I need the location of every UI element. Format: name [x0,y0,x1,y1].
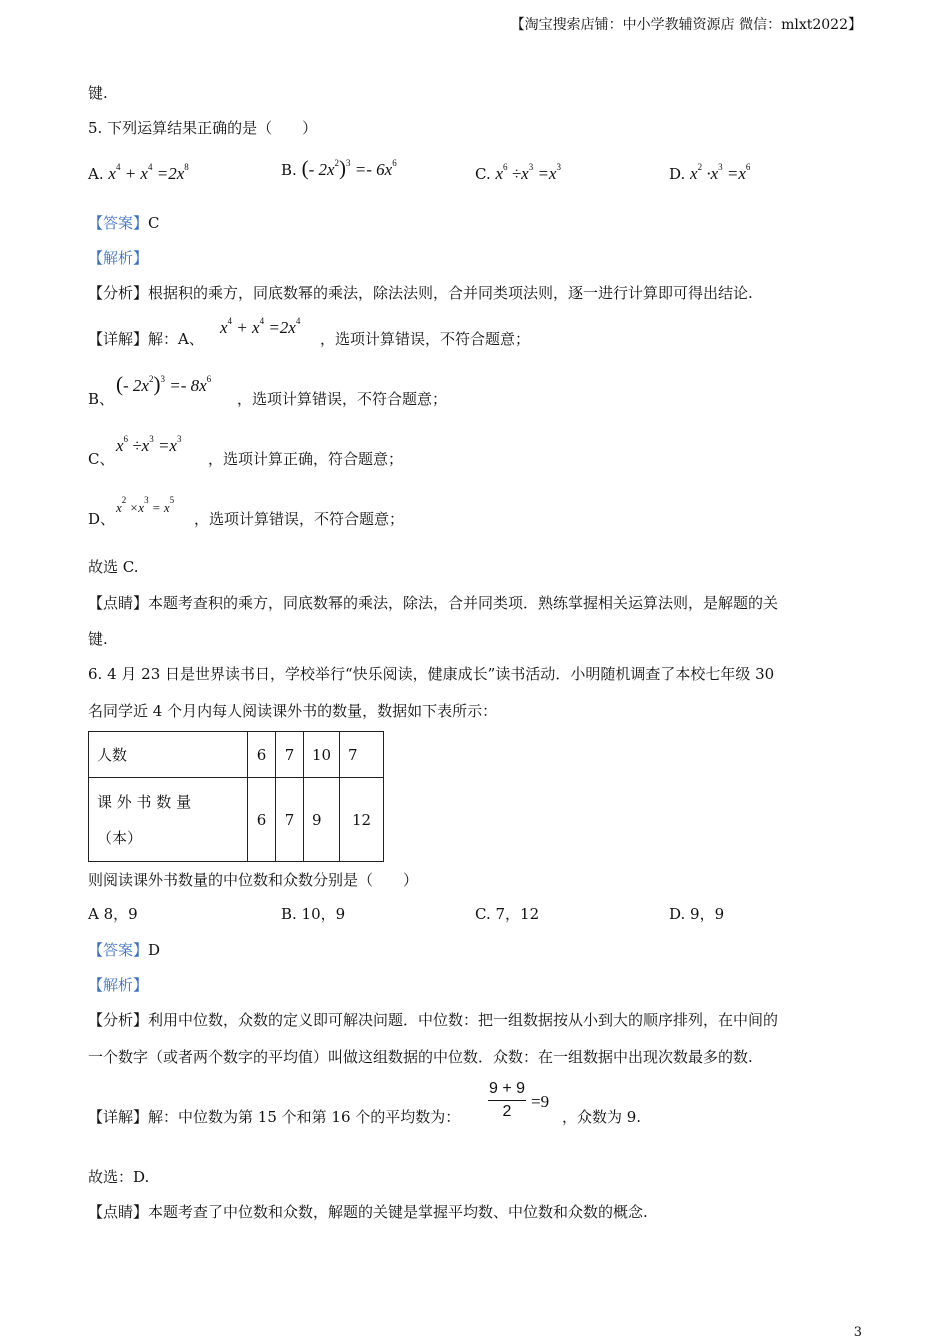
table-cell: 6 [248,778,276,862]
q6-answer-tag: 【答案】 [88,941,149,959]
q5-answer-value: C [148,214,160,232]
q5-option-c [475,162,561,184]
q5-option-b-label: B. [281,161,297,179]
q6-option-b: B. 10，9 [281,905,346,923]
table-row-label-line1: 课 外 书 数 量 [97,792,192,811]
q5-detail-intro: 解：A、 [148,330,204,348]
q5-dianjing-tag: 【点睛】 [88,594,149,612]
table-cell: 6 [248,732,276,778]
q6-fraction [488,1080,526,1121]
table-cell: 7 [340,732,384,778]
q6-fraction-result: =9 [531,1092,550,1111]
q6-answer [88,939,160,960]
table-row-books [89,778,384,862]
q6-fenxi-line2: 一个数字（或者两个数字的平均值）叫做这组数据的中位数．众数：在一组数据中出现次数最多的数. [88,1048,753,1066]
q5-detail-a-comment: ，选项计算错误，不符合题意； [320,330,531,348]
q5-detail-a-expr: $x^4 + x^4 =2x^4$ [220,316,301,337]
table-cell: 9 [304,778,340,862]
q6-detail [88,1106,460,1127]
table-row-label [89,778,248,862]
q6-question: 则阅读课外书数量的中位数和众数分别是（ ） [88,871,419,889]
q5-fenxi-tag: 【分析】 [88,284,149,302]
q6-stem-line1: 6. 4 月 23 日是世界读书日，学校举行“快乐阅读，健康成长”读书活动．小明随机调查了本校七年级 30 [88,665,775,683]
q5-detail-d-comment: ，选项计算错误，不符合题意； [194,510,405,528]
q5-detail-c-label: C、 [88,450,115,468]
q5-option-c-label: C. [475,165,491,183]
q5-dianjing-cont: 键. [88,630,108,648]
table-cell: 12 [340,778,384,862]
q6-fenxi-tag: 【分析】 [88,1011,149,1029]
q6-detail-tag: 【详解】 [88,1108,149,1126]
q6-fraction-denominator: 2 [502,1103,512,1120]
table-row-people [89,732,384,778]
q5-option-a [88,162,189,184]
continued-text: 键. [88,84,108,102]
q6-fraction-numerator: 9 + 9 [488,1080,526,1101]
q6-dianjing [88,1201,648,1222]
q5-option-a-expr: $x^4 + x^4 =2x^8$ [108,162,189,183]
q5-detail-d-expr: $x^2 \times x^3 = x^5$ [116,495,175,515]
q5-fenxi-text: 根据积的乘方，同底数幂的乘法，除法法则，合并同类项法则，逐一进行计算即可得出结论. [148,284,753,302]
q6-stem-line2: 名同学近 4 个月内每人阅读课外书的数量，数据如下表所示： [88,702,498,720]
table-cell: 7 [276,732,304,778]
q5-option-b-expr: (- $2x^2)^3 =- 6x^6$ [301,156,397,180]
page-number: 3 [853,1325,862,1340]
q6-fenxi-line1 [88,1009,778,1030]
q5-detail-b-expr: (- $2x^2)^3 =- 8x^6$ [116,372,212,396]
q5-option-d [669,162,750,184]
q6-fenxi-text: 利用中位数，众数的定义即可解决问题．中位数：把一组数据按从小到大的顺序排列，在中间的 [148,1011,779,1029]
q5-detail-d-label: D、 [88,510,116,528]
q6-analysis-tag: 【解析】 [88,976,149,994]
q5-stem: 5. 下列运算结果正确的是（ ） [88,119,318,137]
q5-detail-c-expr: $x^6 \div x^3 =x^3$ [116,434,182,455]
q5-detail-b-label: B、 [88,390,115,408]
q6-data-table [88,731,384,862]
q6-detail-text: 解：中位数为第 15 个和第 16 个的平均数为： [148,1108,461,1126]
q5-dianjing-text: 本题考查积的乘方，同底数幂的乘法，除法，合并同类项．熟练掌握相关运算法则，是解题的关 [148,594,779,612]
q6-dianjing-tag: 【点睛】 [88,1203,149,1221]
q6-answer-value: D [148,941,161,959]
q6-option-a: A 8，9 [88,905,138,923]
q5-option-a-label: A. [88,165,104,183]
q5-fenxi [88,282,753,303]
q5-dianjing [88,592,778,613]
q5-option-d-label: D. [669,165,686,183]
table-cell: 7 [276,778,304,862]
q5-conclusion: 故选 C. [88,558,139,576]
q5-analysis-tag: 【解析】 [88,249,149,267]
q5-option-d-expr: $x^2 \cdot x^3 =x^6$ [690,162,751,183]
table-cell: 10 [304,732,340,778]
q5-detail-b-comment: ，选项计算错误，不符合题意； [237,390,448,408]
q6-dianjing-text: 本题考查了中位数和众数，解题的关键是掌握平均数、中位数和众数的概念. [148,1203,648,1221]
q5-option-b [281,156,397,181]
q5-answer [88,212,160,233]
q5-detail-c-comment: ，选项计算正确，符合题意； [208,450,404,468]
q6-conclusion: 故选：D. [88,1168,150,1186]
q5-option-c-expr: $x^6 \div x^3 =x^3$ [495,162,561,183]
table-row-label-line2: （本） [97,828,143,847]
q5-detail-tag: 【详解】 [88,330,149,348]
q6-option-c: C. 7，12 [475,905,540,923]
q5-answer-tag: 【答案】 [88,214,149,232]
q5-detail-a [88,328,204,349]
table-row-label: 人数 [89,732,248,778]
page-header: 【淘宝搜索店铺：中小学教辅资源店 微信：mlxt2022】 [510,17,862,33]
q6-detail-tail: ，众数为 9. [562,1108,642,1126]
q6-option-d: D. 9，9 [669,905,725,923]
